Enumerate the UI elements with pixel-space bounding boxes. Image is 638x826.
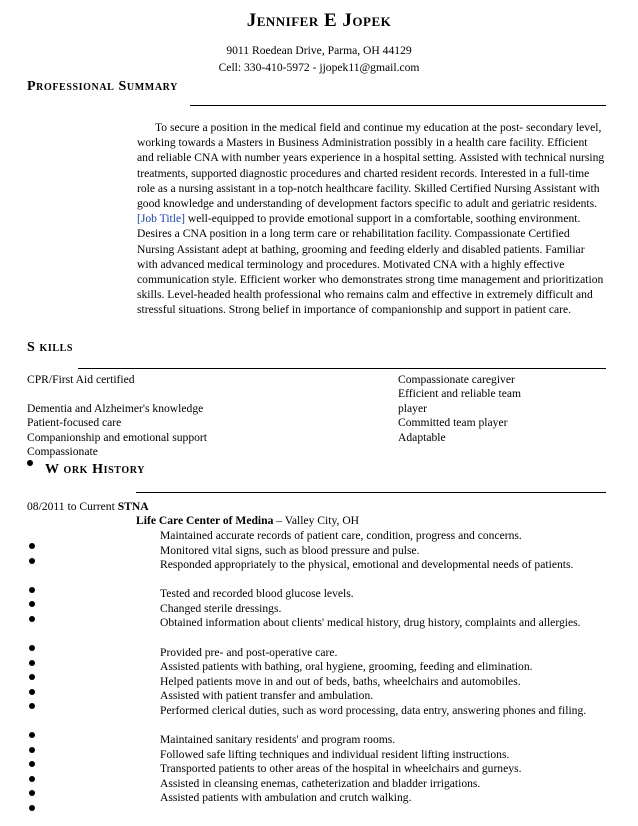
bullet-icon [29,761,35,767]
employer-location: – Valley City, OH [276,514,360,527]
bullet-icon [29,805,35,811]
skill-item: Patient-focused care [27,416,122,429]
duty-item: Monitored vital signs, such as blood pressure and pulse. [160,544,420,557]
skill-item: Companionship and emotional support [27,431,208,444]
skill-item: Adaptable [398,431,446,444]
duty-item: Performed clerical duties, such as word processing, data entry, answering phones and filing. [160,704,587,717]
bullet-icon [29,776,35,782]
bullet-icon [29,645,35,651]
work-rule [136,492,606,493]
summary-rule [190,105,606,106]
duty-item: Obtained information about clients' medical history, drug history, complaints and allergies. [160,616,581,629]
bullet-icon [29,790,35,796]
bullet-icon [29,703,35,709]
bullet-icon [29,543,35,549]
applicant-name: Jennifer E Jopek [246,10,392,31]
duty-item: Maintained sanitary residents' and program rooms. [160,733,396,746]
skills-heading: S kills [27,340,74,355]
job-title-link[interactable]: [Job Title] [137,212,185,226]
bullet-icon [27,460,33,466]
job-dates: 08/2011 to Current [27,500,115,513]
duty-item: Transported patients to other areas of the hospital in wheelchairs and gurneys. [160,762,522,775]
duty-item: Followed safe lifting techniques and individual resident lifting instructions. [160,748,510,761]
work-heading: W ork History [45,462,146,477]
bullet-icon [29,689,35,695]
contact-line: Cell: 330-410-5972 - jjopek11@gmail.com [218,61,420,74]
bullet-icon [29,747,35,753]
duty-item: Tested and recorded blood glucose levels. [160,587,354,600]
summary-text-2: well-equipped to provide emotional support in a comfortable, soothing environment. Desires a CNA position in a long term care or rehabilitation facility. Compassionate Certified Nursing Assistant adept at bathing, grooming and feeding elderly and disabled patients. Familiar with advanced medical terminology and procedures. Motivated CNA with a highly effective communication style. Efficient worker who demonstrates strong time management and prioritization skills. Level-headed health professional who remains calm and effective in extremely difficult and stressful situations. Strong belief in importance of companionship and support in patient care. [137,212,604,317]
duty-item: Assisted patients with bathing, oral hygiene, grooming, feeding and elimination. [160,660,533,673]
bullet-icon [29,660,35,666]
employer-name: Life Care Center of Medina [136,514,274,527]
skill-item: player [398,402,427,415]
skill-item: Efficient and reliable team [398,387,522,400]
bullet-icon [29,601,35,607]
skills-rule [78,368,606,369]
bullet-icon [29,616,35,622]
bullet-icon [29,587,35,593]
skill-item: Dementia and Alzheimer's knowledge [27,402,204,415]
duty-item: Changed sterile dressings. [160,602,282,615]
duty-item: Provided pre- and post-operative care. [160,646,338,659]
bullet-icon [29,732,35,738]
duty-item: Assisted in cleansing enemas, catheterization and bladder irrigations. [160,777,481,790]
employer-line [136,514,359,527]
skill-item: Compassionate caregiver [398,373,515,386]
job-dates-title [27,500,149,513]
job-title: STNA [117,500,149,513]
bullet-icon [29,674,35,680]
address-line: 9011 Roedean Drive, Parma, OH 44129 [226,44,412,57]
summary-text-1: To secure a position in the medical field and continue my education at the post- secondary level, working towards a Masters in Business Administration possibly in a health care facility. Efficient and reliable CNA with number years experience in a hospital setting. Assisted with technical nursing treatments, supported diagnostic procedures and charted resident records. Interested in a full-time role as a nursing assistant in a top-notch healthcare facility. Skilled Certified Nursing Assistant with good knowledge and understanding of development factors specific to adult and geriatric residents. [137,121,605,211]
duty-item: Assisted patients with ambulation and crutch walking. [160,791,412,804]
duty-item: Assisted with patient transfer and ambulation. [160,689,374,702]
skill-item: Compassionate [27,445,98,458]
duty-item: Maintained accurate records of patient care, condition, progress and concerns. [160,529,522,542]
skill-item: Committed team player [398,416,508,429]
skill-item: CPR/First Aid certified [27,373,135,386]
bullet-icon [29,558,35,564]
duty-item: Helped patients move in and out of beds, baths, wheelchairs and automobiles. [160,675,521,688]
summary-paragraph [137,120,607,318]
summary-heading: Professional Summary [27,79,178,94]
duty-item: Responded appropriately to the physical, emotional and developmental needs of patients. [160,558,574,571]
